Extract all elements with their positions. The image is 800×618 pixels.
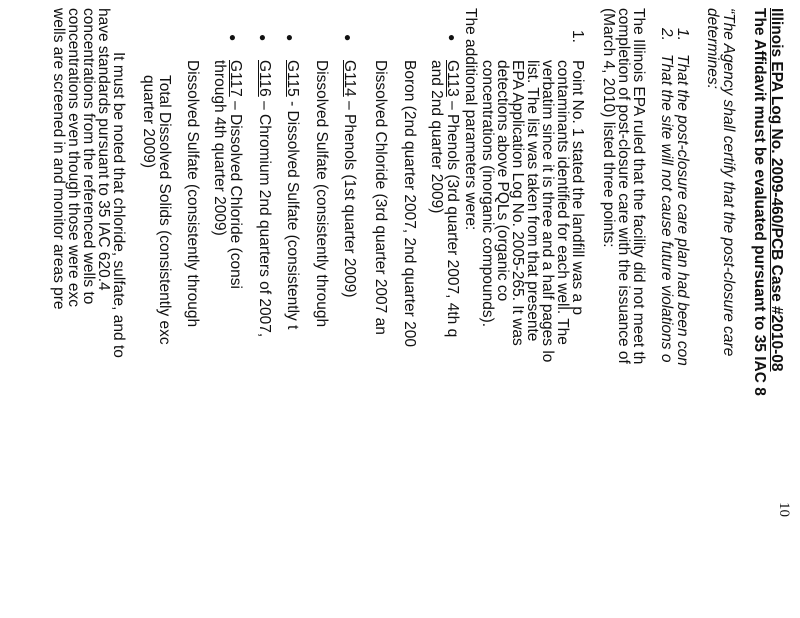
ruling-line-2: completion of post-closure care with the issuance of	[615, 8, 632, 364]
page-number: 10	[776, 502, 792, 517]
criteria-text-2: That the site will not cause future violations o	[658, 54, 675, 363]
param-boron: Boron (2nd quarter 2007, 2nd quarter 200	[401, 60, 418, 347]
param-g117-tds-line-2: quarter 2009)	[140, 75, 157, 169]
param-g114-sulfate: Dissolved Sulfate (consistently through	[313, 60, 330, 328]
param-g117-line-1	[227, 60, 243, 289]
param-dissolved-chloride: Dissolved Chloride (3rd quarter 2007 an	[372, 60, 389, 335]
param-g117-line-2: through 4th quarter 2009)	[211, 60, 228, 236]
bullet-g115: ●	[283, 34, 297, 42]
point-1-line-7: concentrations (inorganic compounds).	[479, 60, 496, 328]
param-g116-text: – Chromium 2nd quarters of 2007,	[256, 101, 273, 338]
param-g113-line-2: and 2nd quarter 2009)	[428, 60, 445, 214]
param-g115-line-1	[284, 60, 300, 329]
bullet-g117: ●	[226, 34, 240, 42]
param-g113-text: – Phenols (3rd quarter 2007, 4th q	[444, 101, 461, 338]
well-g113: G113	[444, 60, 461, 97]
well-g115: G115	[284, 60, 301, 97]
bullet-g113: ●	[445, 34, 459, 42]
criteria-number-1: 1.	[674, 28, 691, 41]
point-1-line-1: Point No. 1 stated the landfill was a p	[569, 60, 586, 316]
point-1-line-3: verbatim since it is three and a half pages lo	[539, 60, 556, 363]
bullet-g116: ●	[256, 34, 270, 42]
bullet-g114: ●	[341, 34, 355, 42]
param-g117-tds-line-1: Total Dissolved Solids (consistently exc	[156, 75, 173, 345]
well-g114: G114	[341, 60, 358, 97]
criteria-number-2: 2.	[658, 28, 675, 41]
well-g117: G117	[227, 60, 244, 97]
param-g116-line-1	[256, 60, 272, 337]
document-title: Illinois EPA Log No. 2009-460/PCB Case #2010-08	[768, 8, 785, 372]
note-line-4: concentrations even though those were exc	[65, 8, 82, 307]
point-1-line-6: detections above PQLs (organic co	[494, 60, 511, 302]
quote-line-1: “The Agency shall certify that the post-closure care	[720, 8, 737, 357]
param-g113-line-1	[444, 60, 460, 337]
point-1-line-4: list. The list was taken from that presente	[524, 60, 541, 342]
point-1-line-5: EPA Application Log No. 2005-265. It was	[509, 60, 526, 346]
param-g114-text: – Phenols (1st quarter 2009)	[341, 101, 358, 298]
well-g116: G116	[256, 60, 273, 97]
criteria-text-1: That the post-closure care plan had been con	[674, 54, 691, 366]
note-line-5: wells are screened in and monitor areas pre	[50, 8, 67, 310]
param-g114-line-1	[341, 60, 357, 298]
point-1-line-2: contaminants identified for each well. The	[554, 60, 571, 345]
note-line-1: It must be noted that chloride, sulfate, and to	[110, 52, 127, 358]
ruling-line-1: The Illinois EPA ruled that the facility did not meet th	[630, 8, 647, 365]
param-g115-text: - Dissolved Sulfate (consistently t	[284, 101, 301, 330]
ruling-line-3: (March 4, 2010) listed three points:	[600, 8, 617, 248]
param-g117-sulfate: Dissolved Sulfate (consistently through	[184, 60, 201, 328]
note-line-3: concentrations from the referenced wells to	[80, 8, 97, 305]
intro-line: The Affidavit must be evaluated pursuant to 35 IAC 8	[751, 8, 768, 396]
param-g117-text: – Dissolved Chloride (consi	[227, 101, 244, 289]
additional-heading: The additional parameters were:	[462, 8, 479, 231]
quote-line-2: determines:	[704, 8, 721, 89]
note-line-2: have standards pursuant to 35 IAC 620.4	[95, 8, 112, 291]
point-1-number: 1.	[569, 30, 586, 43]
